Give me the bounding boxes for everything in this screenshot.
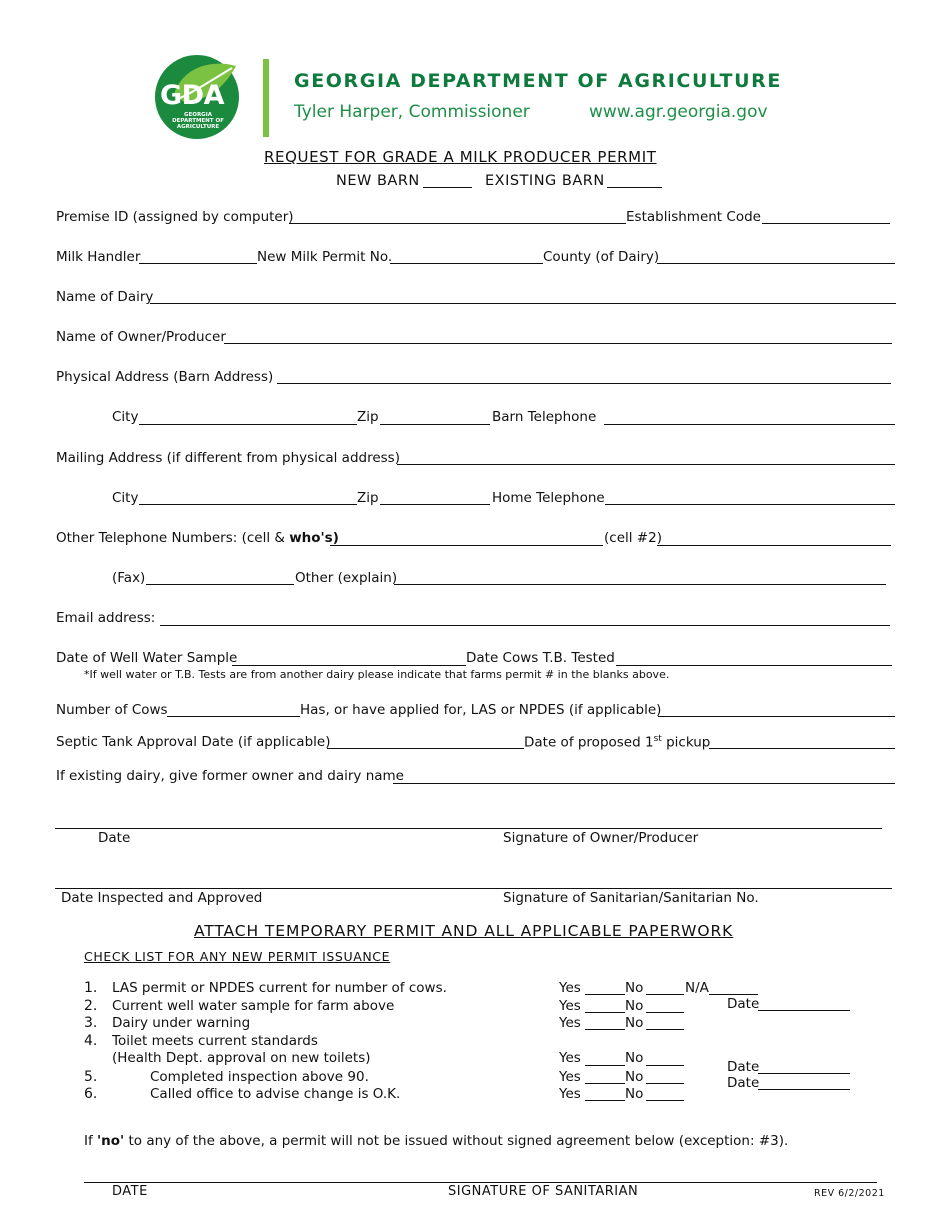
logo-text: GDA: [160, 80, 224, 111]
premise-id-label: Premise ID (assigned by computer): [56, 209, 294, 225]
attach-heading: ATTACH TEMPORARY PERMIT AND ALL APPLICABLE PAPERWORK: [194, 922, 734, 940]
pickup-label: [524, 734, 710, 751]
yes-blank[interactable]: [585, 1065, 625, 1066]
no-label: No: [625, 1050, 644, 1066]
home-telephone-label: Home Telephone: [492, 490, 605, 506]
yes-blank[interactable]: [585, 994, 625, 995]
septic-field[interactable]: [327, 748, 524, 749]
yes-blank[interactable]: [585, 1100, 625, 1101]
date-label: Date: [727, 1059, 760, 1075]
yes-label: Yes: [559, 1050, 581, 1066]
other-phone-label: [56, 530, 339, 546]
other-phone-bold: who's): [289, 530, 339, 546]
no-blank[interactable]: [646, 1100, 684, 1101]
no-blank[interactable]: [646, 1065, 684, 1066]
new-barn-label: NEW BARN: [336, 173, 420, 189]
existing-barn-blank[interactable]: [607, 187, 662, 188]
mailing-address-field[interactable]: [397, 464, 895, 465]
fax-field[interactable]: [146, 584, 294, 585]
home-telephone-field[interactable]: [605, 504, 895, 505]
yes-label: Yes: [559, 1086, 581, 1102]
yes-blank[interactable]: [585, 1012, 625, 1013]
item-number: 4.: [84, 1033, 98, 1049]
date-blank[interactable]: [758, 1089, 850, 1090]
milk-handler-label: Milk Handler: [56, 249, 141, 265]
mailing-zip-label: Zip: [357, 490, 379, 506]
city-label: City: [112, 409, 139, 425]
zip-field[interactable]: [380, 424, 490, 425]
item-text: Toilet meets current standards: [112, 1033, 318, 1049]
note-prefix: If: [84, 1133, 98, 1149]
dairy-name-field[interactable]: [150, 303, 896, 304]
establishment-code-label: Establishment Code: [626, 209, 761, 225]
footer-signature-label: SIGNATURE OF SANITARIAN: [448, 1184, 639, 1199]
form-title: REQUEST FOR GRADE A MILK PRODUCER PERMIT: [264, 148, 657, 166]
item-text: LAS permit or NPDES current for number of cows.: [112, 980, 447, 996]
note-suffix: to any of the above, a permit will not be issued without signed agreement below (exception: #3).: [124, 1133, 789, 1149]
mailing-zip-field[interactable]: [380, 504, 490, 505]
owner-signature-label: Signature of Owner/Producer: [503, 830, 699, 846]
owner-field[interactable]: [224, 343, 892, 344]
yes-label: Yes: [559, 998, 581, 1014]
premise-id-field[interactable]: [289, 223, 626, 224]
sanitarian-signature-label: Signature of Sanitarian/Sanitarian No.: [503, 890, 759, 906]
num-cows-field[interactable]: [167, 716, 300, 717]
cell2-label: (cell #2): [604, 530, 662, 546]
no-label: No: [625, 1015, 644, 1031]
no-label: No: [625, 998, 644, 1014]
date-label: Date: [98, 830, 131, 846]
other-explain-field[interactable]: [394, 584, 886, 585]
email-label: Email address:: [56, 610, 156, 626]
item-text: Dairy under warning: [112, 1015, 251, 1031]
new-milk-permit-label: New Milk Permit No.: [257, 249, 393, 265]
no-blank[interactable]: [646, 1012, 684, 1013]
county-field[interactable]: [657, 263, 895, 264]
date-label: Date: [727, 996, 760, 1012]
yes-label: Yes: [559, 980, 581, 996]
note-bold: 'no': [97, 1133, 125, 1149]
date-blank[interactable]: [758, 1073, 850, 1074]
item-text: (Health Dept. approval on new toilets): [112, 1050, 371, 1066]
mailing-city-field[interactable]: [139, 504, 357, 505]
mailing-address-label: Mailing Address (if different from physical address): [56, 450, 400, 466]
former-owner-label: If existing dairy, give former owner and dairy name: [56, 768, 404, 784]
other-explain-label: Other (explain): [295, 570, 398, 586]
yes-blank[interactable]: [585, 1029, 625, 1030]
item-number: 5.: [84, 1069, 98, 1085]
septic-label: Septic Tank Approval Date (if applicable): [56, 734, 331, 750]
no-blank[interactable]: [646, 1083, 684, 1084]
date-blank[interactable]: [758, 1010, 850, 1011]
physical-address-field[interactable]: [277, 383, 891, 384]
item-text: Completed inspection above 90.: [150, 1069, 369, 1085]
physical-address-label: Physical Address (Barn Address): [56, 369, 274, 385]
existing-barn-label: EXISTING BARN: [485, 173, 605, 189]
item-number: 3.: [84, 1015, 98, 1031]
owner-label: Name of Owner/Producer: [56, 329, 226, 345]
no-blank[interactable]: [646, 1029, 684, 1030]
num-cows-label: Number of Cows: [56, 702, 168, 718]
city-field[interactable]: [139, 424, 357, 425]
checklist-note: [84, 1133, 788, 1149]
pickup-label-sup: st: [653, 734, 662, 744]
no-label: No: [625, 1069, 644, 1085]
gda-logo: [154, 54, 240, 140]
establishment-code-field[interactable]: [762, 223, 890, 224]
well-water-label: Date of Well Water Sample: [56, 650, 238, 666]
other-phone-prefix: Other Telephone Numbers: (cell &: [56, 530, 290, 546]
item-text: Called office to advise change is O.K.: [150, 1086, 401, 1102]
department-name: GEORGIA DEPARTMENT OF AGRICULTURE: [294, 70, 782, 92]
cell-field[interactable]: [330, 545, 603, 546]
former-owner-field[interactable]: [393, 783, 895, 784]
mailing-city-label: City: [112, 490, 139, 506]
barn-telephone-field[interactable]: [604, 424, 895, 425]
new-milk-permit-field[interactable]: [390, 263, 543, 264]
item-text: Current well water sample for farm above: [112, 998, 395, 1014]
commissioner: Tyler Harper, Commissioner: [294, 102, 530, 122]
pickup-label-a: Date of proposed 1: [524, 734, 654, 751]
well-note: *If well water or T.B. Tests are from another dairy please indicate that farms permit # in the blanks above.: [84, 668, 670, 681]
yes-blank[interactable]: [585, 1083, 625, 1084]
dairy-name-label: Name of Dairy: [56, 289, 154, 305]
logo-subtext: GEORGIA DEPARTMENT OF AGRICULTURE: [172, 112, 224, 130]
pickup-label-b: pickup: [661, 734, 711, 751]
owner-signature-line[interactable]: [55, 828, 882, 829]
no-label: No: [625, 1086, 644, 1102]
county-label: County (of Dairy): [543, 249, 660, 265]
las-npdes-field[interactable]: [658, 716, 895, 717]
fax-label: (Fax): [112, 570, 146, 586]
item-number: 6.: [84, 1086, 98, 1102]
well-water-field[interactable]: [232, 665, 466, 666]
yes-label: Yes: [559, 1069, 581, 1085]
date-inspected-label: Date Inspected and Approved: [61, 890, 263, 906]
date-label: Date: [727, 1075, 760, 1091]
barn-telephone-label: Barn Telephone: [492, 409, 597, 425]
na-label: N/A: [685, 980, 709, 996]
sanitarian-signature-line[interactable]: [55, 888, 892, 889]
email-field[interactable]: [160, 625, 890, 626]
website-link[interactable]: www.agr.georgia.gov: [589, 102, 768, 122]
cell2-field[interactable]: [657, 545, 891, 546]
pickup-field[interactable]: [709, 748, 895, 749]
milk-handler-field[interactable]: [139, 263, 257, 264]
no-label: No: [625, 980, 644, 996]
header-divider: [263, 59, 269, 137]
new-barn-blank[interactable]: [423, 187, 472, 188]
na-blank[interactable]: [709, 994, 758, 995]
footer-date-label: DATE: [112, 1184, 148, 1199]
tb-tested-label: Date Cows T.B. Tested: [466, 650, 615, 666]
item-number: 2.: [84, 998, 98, 1014]
no-blank[interactable]: [646, 994, 684, 995]
las-npdes-label: Has, or have applied for, LAS or NPDES (if applicable): [300, 702, 662, 718]
checklist-heading: CHECK LIST FOR ANY NEW PERMIT ISSUANCE: [84, 949, 391, 964]
revision-label: REV 6/2/2021: [814, 1188, 885, 1199]
footer-signature-line[interactable]: [84, 1182, 877, 1183]
zip-label: Zip: [357, 409, 379, 425]
item-number: 1.: [84, 980, 98, 996]
yes-label: Yes: [559, 1015, 581, 1031]
tb-tested-field[interactable]: [616, 665, 892, 666]
